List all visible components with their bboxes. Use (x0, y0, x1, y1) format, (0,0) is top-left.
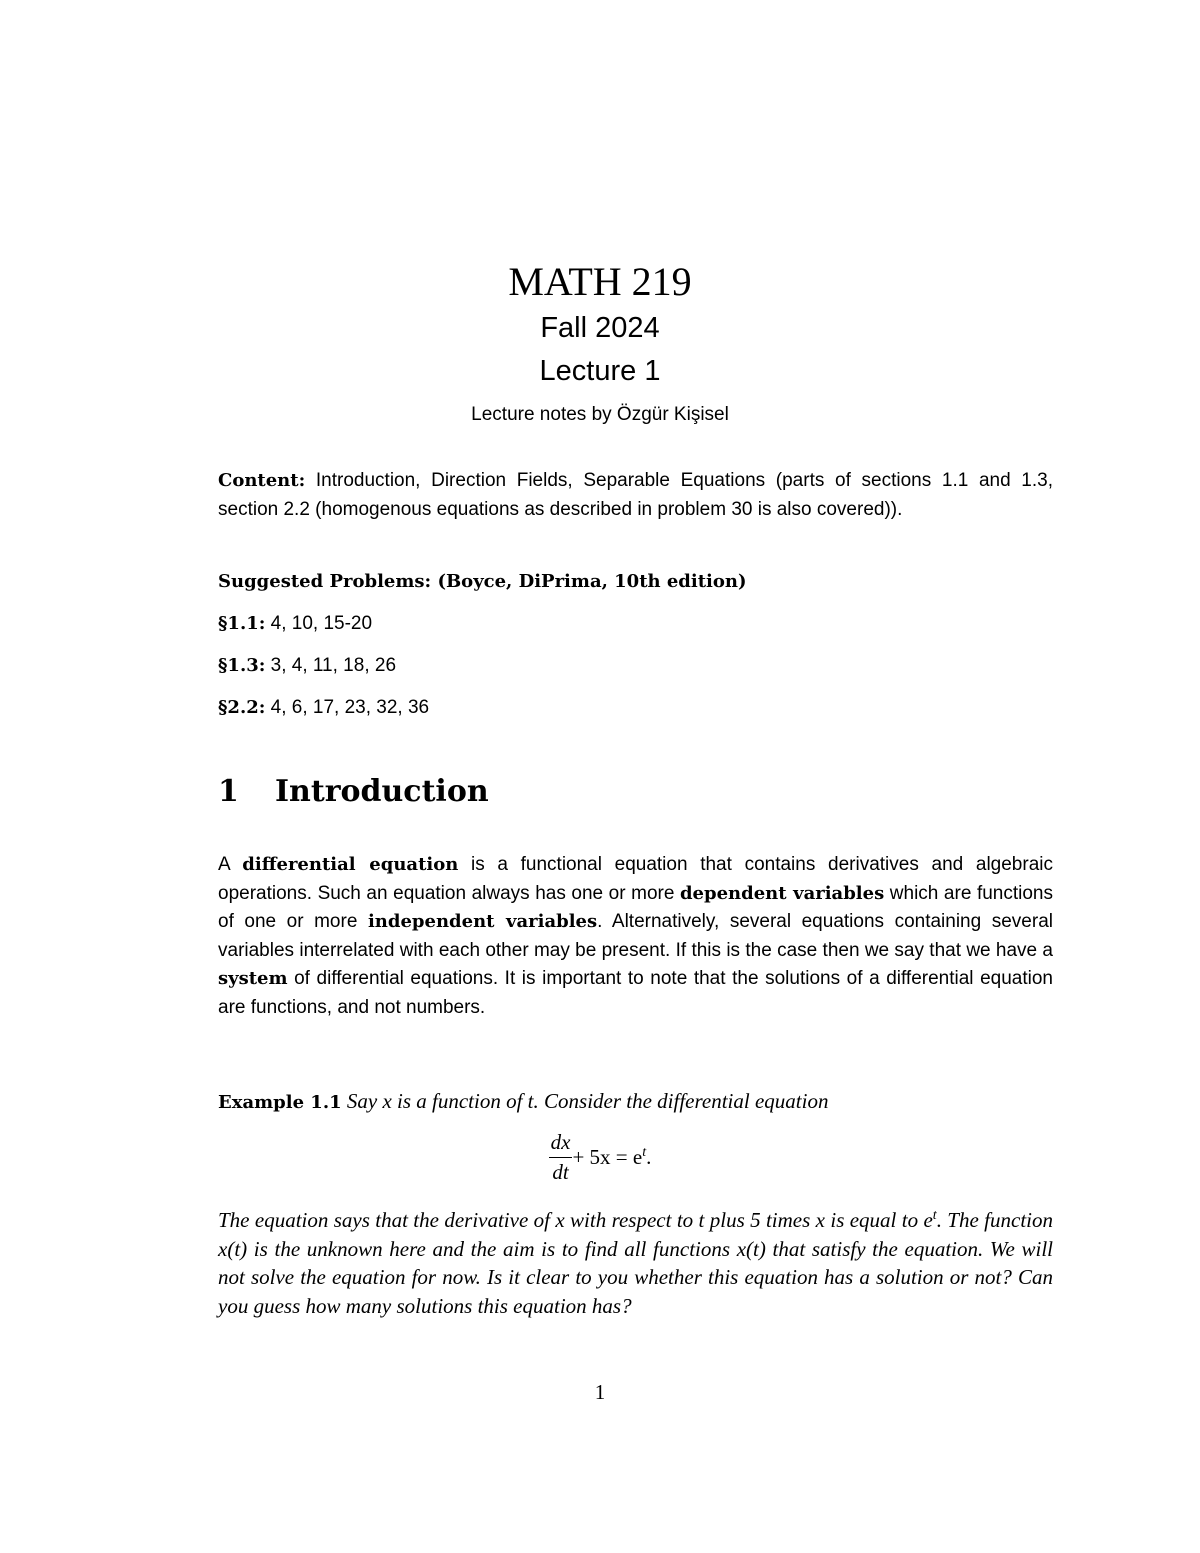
equation-period: . (646, 1145, 652, 1169)
lecture-label: Lecture 1 (539, 355, 661, 387)
example-text: . The function x(t) is the unknown here and the aim is to find all functions x(t) that satisfy the equation. We will not solve the equation for now. Is it clear to you whether this equation has a solution or not? Can you guess how many solutions this equation has? (218, 1208, 1054, 1318)
problem-line (218, 694, 1053, 723)
section-title: Introduction (275, 774, 489, 809)
term-dependent-variables: dependent variables (679, 882, 885, 904)
derivative-fraction (549, 1130, 573, 1185)
intro-text: is a functional equation that contains derivatives and algebraic operations. Such an equation always has one or more (218, 854, 1053, 904)
section-heading (218, 774, 489, 809)
intro-text: of differential equations. It is important to note that the solutions of a differential equation are functions, and not numbers. (218, 968, 1053, 1018)
fraction-denominator: dt (552, 1160, 569, 1184)
author-line: Lecture notes by Özgür Kişisel (471, 404, 729, 425)
problem-items: 4, 10, 15-20 (265, 613, 373, 634)
problem-section-label: §1.1: (218, 613, 266, 634)
example-label: Example 1.1 (218, 1092, 342, 1113)
display-equation (0, 1130, 1200, 1185)
suggested-problems-heading (218, 568, 1053, 597)
problem-line (218, 652, 1053, 681)
example-exponent: t (932, 1208, 937, 1223)
term-system: system (218, 968, 288, 989)
course-title: MATH 219 (508, 259, 692, 304)
problem-items: 3, 4, 11, 18, 26 (265, 655, 397, 676)
equation-rest (572, 1145, 651, 1170)
example-statement-text: Say x is a function of t. Consider the differential equation (341, 1089, 829, 1113)
fraction-numerator: dx (549, 1130, 573, 1158)
term-label: Fall 2024 (540, 312, 660, 344)
section-number: 1 (218, 774, 239, 809)
equation-exponent: t (642, 1145, 647, 1160)
suggested-label: Suggested Problems: (Boyce, DiPrima, 10th edition) (218, 571, 747, 592)
intro-text: . Alternatively, several equations containing several variables interrelated with each other may be present. If this is the case then we say that we have a (218, 911, 1053, 961)
problem-section-label: §2.2: (218, 697, 266, 718)
intro-text: A (218, 854, 243, 875)
content-text: Introduction, Direction Fields, Separable Equations (parts of sections 1.1 and 1.3, section 2.2 (homogenous equations as described in problem 30 is also covered)). (218, 470, 1053, 520)
example-statement (218, 1087, 1053, 1118)
example-explanation (218, 1202, 1053, 1320)
problem-items: 4, 6, 17, 23, 32, 36 (265, 697, 430, 718)
term-independent-variables: independent variables (367, 911, 598, 932)
equation-rhs: + 5x = e (572, 1145, 643, 1169)
problem-line (218, 610, 1053, 639)
intro-paragraph (218, 851, 1053, 1022)
intro-text: which are functions of one or more (218, 882, 1053, 932)
content-paragraph (218, 467, 1053, 524)
example-text: The equation says that the derivative of x with respect to t plus 5 times x is equal to e (218, 1208, 933, 1232)
term-differential-equation: differential equation (242, 854, 459, 875)
content-label: Content: (218, 470, 306, 491)
page-number: 1 (594, 1380, 606, 1404)
problem-section-label: §1.3: (218, 655, 266, 676)
